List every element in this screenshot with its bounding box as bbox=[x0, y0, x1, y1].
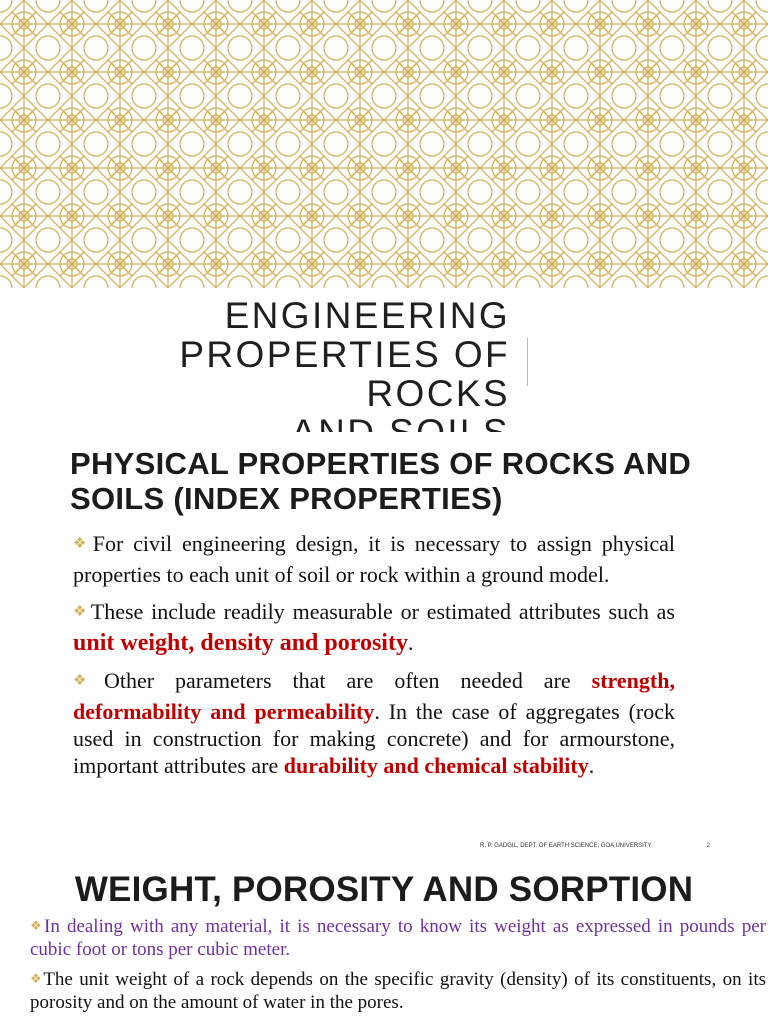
heading-line: PHYSICAL PROPERTIES OF ROCKS AND bbox=[70, 446, 692, 481]
emphasis-text: strength, deformability and permeability bbox=[73, 668, 675, 724]
bullet-text: The unit weight of a rock depends on the specific gravity (density) of its constituents, on its porosity and on the amount of water in the pores. bbox=[30, 969, 766, 1013]
slide-footer bbox=[480, 843, 710, 849]
title-line: PROPERTIES OF ROCKS bbox=[179, 334, 510, 414]
bullet-list bbox=[30, 916, 766, 1022]
diamond-bullet-icon: ❖ bbox=[73, 604, 89, 620]
bullet-list bbox=[73, 530, 675, 789]
diamond-bullet-icon: ❖ bbox=[73, 673, 102, 689]
bullet-text: Other parameters that are often needed are bbox=[103, 668, 592, 693]
bullet-item bbox=[73, 667, 675, 779]
footer-credit: R. P. GADGIL, DEPT. OF EARTH SCIENCE, GOA UNIVERSITY bbox=[480, 843, 652, 849]
heading-line: SOILS (INDEX PROPERTIES) bbox=[70, 481, 503, 516]
weight-porosity-slide bbox=[0, 864, 768, 1024]
emphasis-text: unit weight, density and porosity bbox=[73, 630, 408, 656]
slide-heading: WEIGHT, POROSITY AND SORPTION bbox=[74, 870, 694, 909]
bullet-item bbox=[30, 916, 766, 961]
emphasis-text: durability and chemical stability bbox=[283, 753, 589, 778]
bullet-item bbox=[73, 598, 675, 657]
presentation-title bbox=[40, 296, 510, 452]
decorative-pattern bbox=[0, 0, 768, 288]
bullet-item bbox=[73, 530, 675, 588]
slide-heading bbox=[70, 446, 750, 516]
bullet-text: In dealing with any material, it is necessary to know its weight as expressed in pounds per cubic foot or tons per cubic meter. bbox=[30, 916, 767, 960]
bullet-text: For civil engineering design, it is necessary to assign physical properties to each unit of soil or rock within a ground model. bbox=[73, 531, 676, 587]
bullet-text: . In the case of aggregates (rock used in construction for making concrete) and for armourstone, important attributes are bbox=[73, 699, 675, 778]
bullet-text: . bbox=[407, 630, 414, 655]
bullet-text: These include readily measurable or estimated attributes such as bbox=[90, 599, 675, 624]
diamond-bullet-icon: ❖ bbox=[30, 971, 44, 986]
page-number: 2 bbox=[706, 843, 710, 849]
title-slide bbox=[0, 0, 768, 432]
title-line: ENGINEERING bbox=[224, 295, 510, 336]
diamond-bullet-icon: ❖ bbox=[30, 918, 45, 933]
physical-properties-slide bbox=[0, 432, 768, 864]
bullet-text: . bbox=[588, 753, 595, 778]
bullet-item bbox=[30, 969, 766, 1014]
title-divider bbox=[527, 338, 528, 386]
diamond-bullet-icon: ❖ bbox=[73, 536, 91, 552]
